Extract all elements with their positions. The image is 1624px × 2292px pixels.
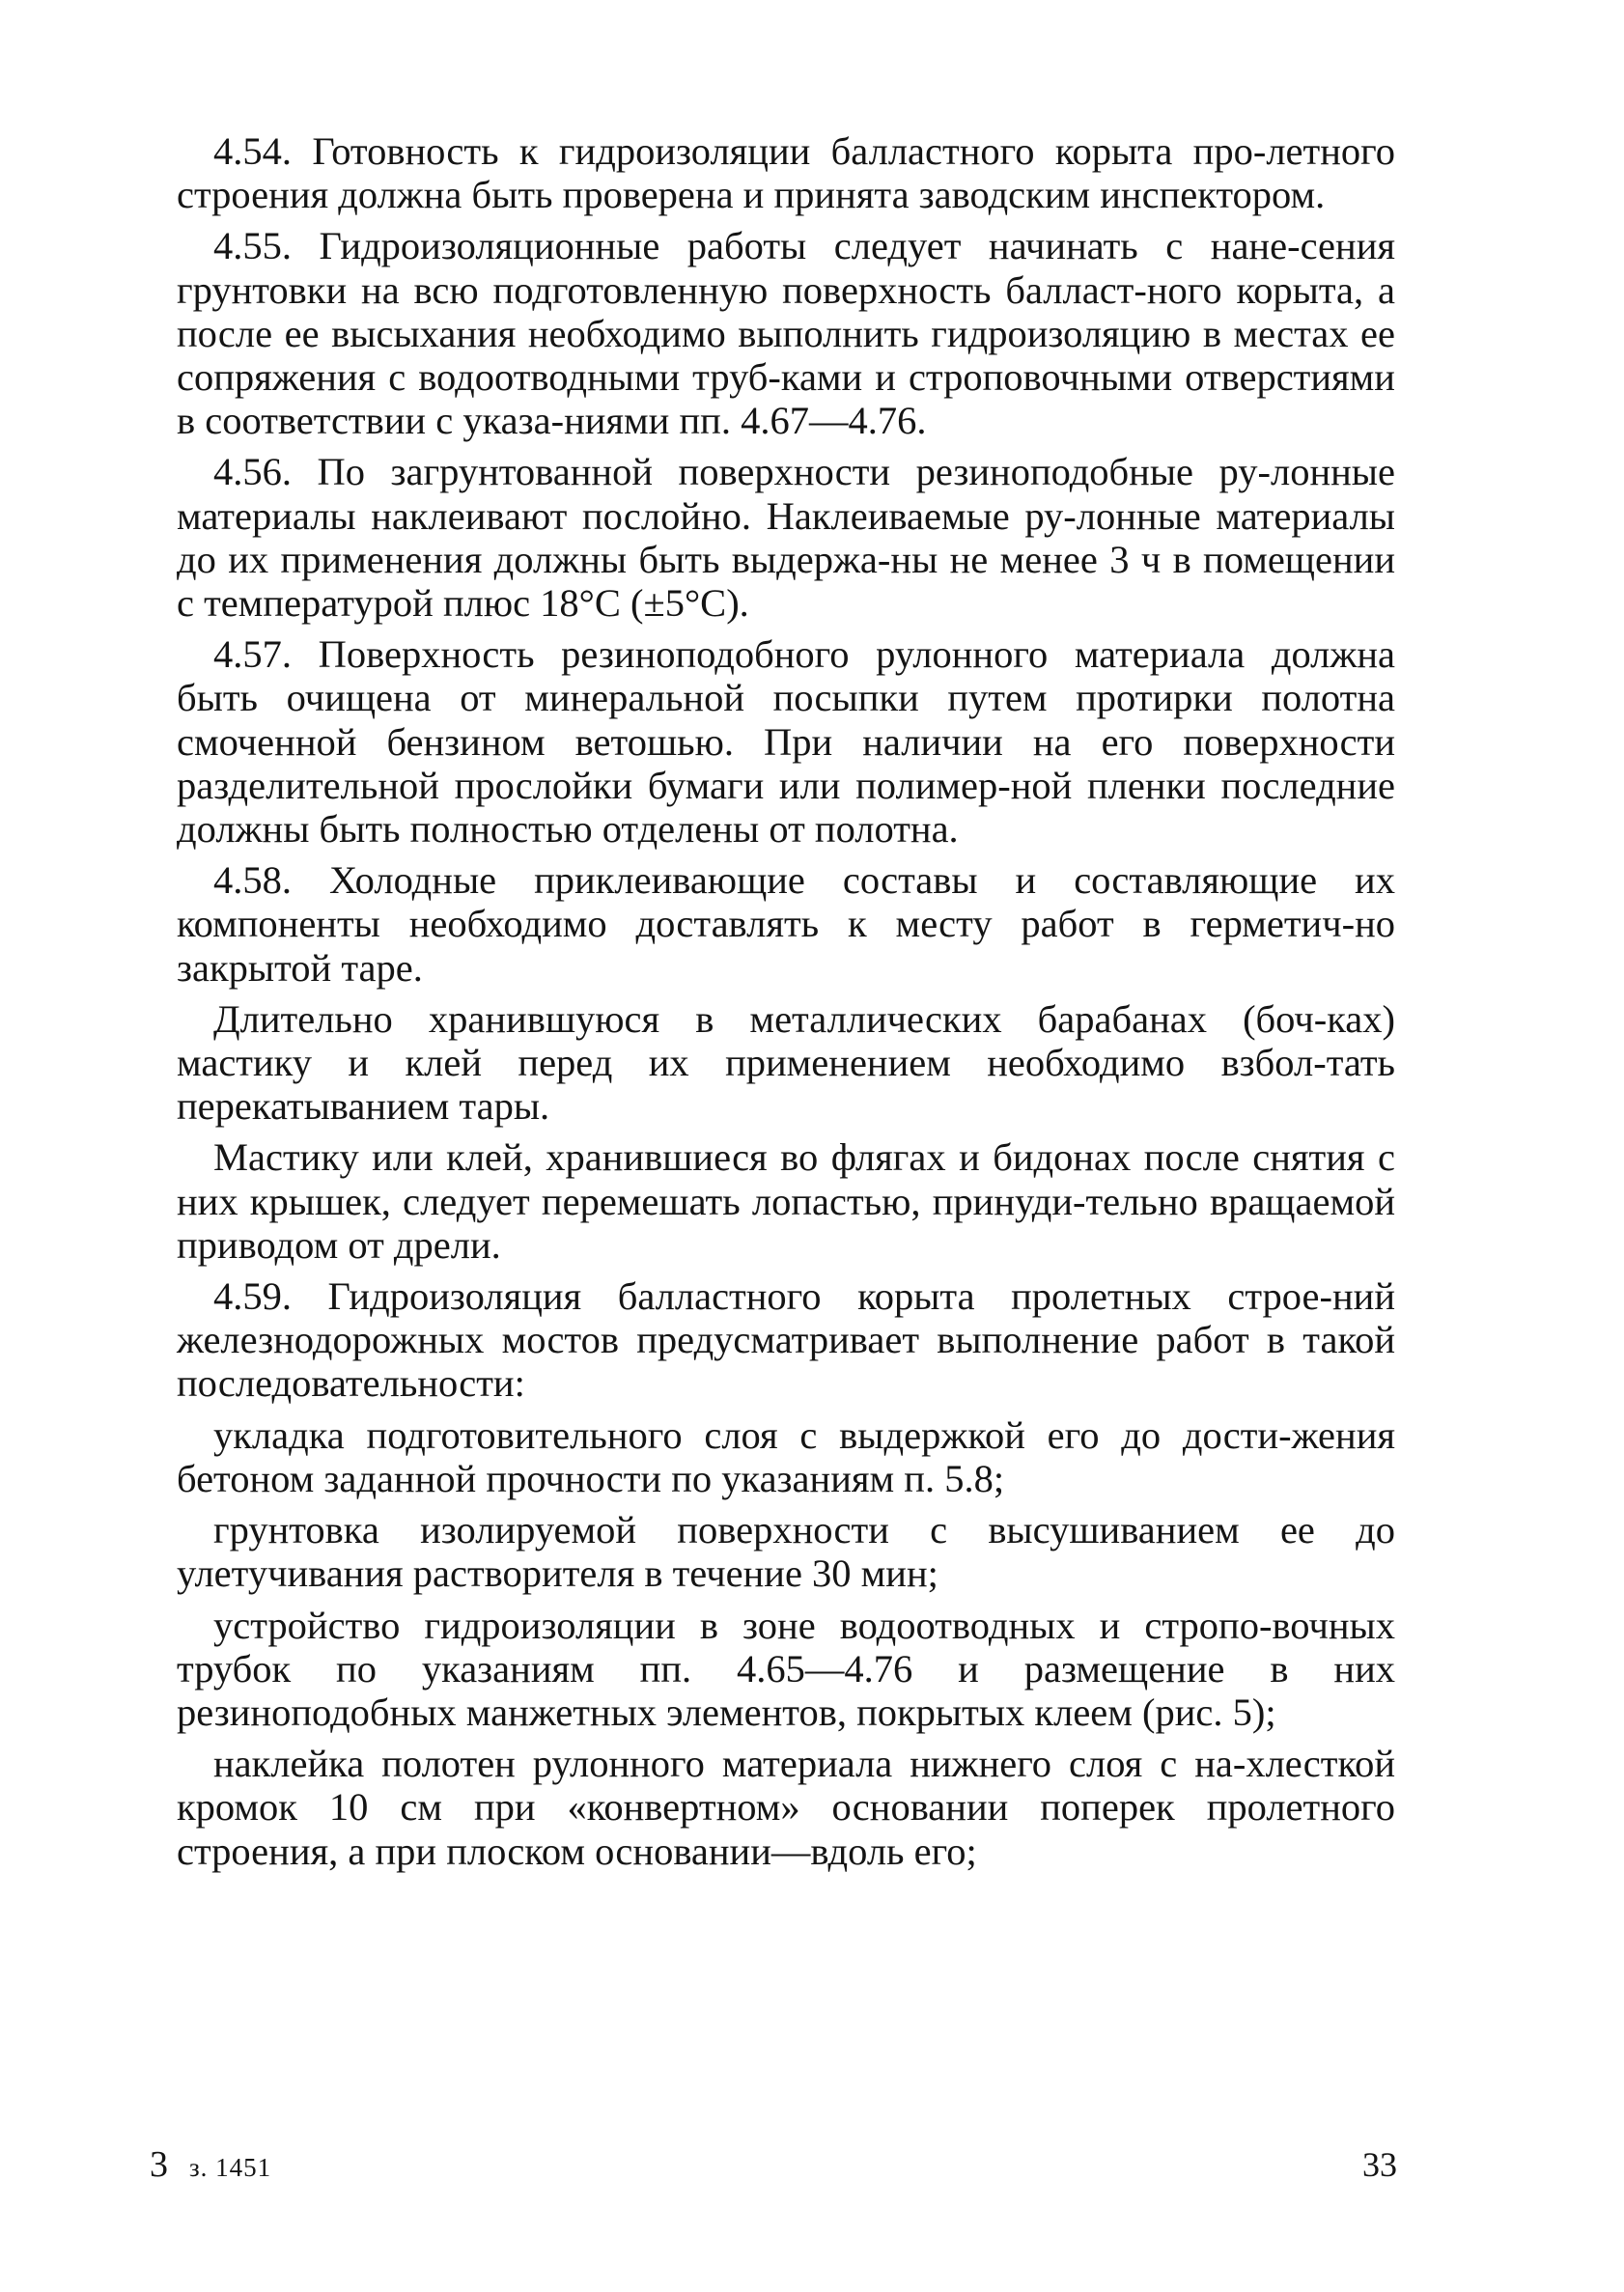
printer-signature: [150, 2143, 271, 2189]
page-number: 33: [1362, 2145, 1397, 2184]
signature-order: з. 1451: [189, 2153, 272, 2182]
list-item-drainage-zone: устройство гидроизоляции в зоне водоотводных и стропо-вочных трубок по указаниям пп. 4.65—4.76 и размещение в них резиноподобных манжетных элементов, покрытых клеем (рис. 5);: [177, 1603, 1395, 1734]
clause-4-57: 4.57. Поверхность резиноподобного рулонного материала должна быть очищена от минеральной посыпки путем протирки полотна смоченной бензином ветошью. При наличии на его поверхности разделительной прослойки бумаги или полимер-ной пленки последние должны быть полностью отделены от полотна.: [177, 632, 1395, 852]
paragraph-storage-flasks: Мастику или клей, хранившиеся во флягах и бидонах после снятия с них крышек, следует перемешать лопастью, принуди-тельно вращаемой приводом от дрели.: [177, 1135, 1395, 1267]
clause-4-56: 4.56. По загрунтованной поверхности резиноподобные ру-лонные материалы наклеивают послойно. Наклеиваемые ру-лонные материалы до их применения должны быть выдержа-ны не менее 3 ч в помещении с температурой плюс 18°С (±5°С).: [177, 450, 1395, 626]
signature-number: 3: [150, 2144, 168, 2185]
list-item-lower-layer: наклейка полотен рулонного материала нижнего слоя с на-хлесткой кромок 10 см при «конвертном» основании поперек пролетного строения, а при плоском основании—вдоль его;: [177, 1742, 1395, 1873]
paragraph-storage-drums: Длительно хранившуюся в металлических барабанах (боч-ках) мастику и клей перед их применением необходимо взбол-тать перекатыванием тары.: [177, 996, 1395, 1129]
list-item-priming: грунтовка изолируемой поверхности с высушиванием ее до улетучивания растворителя в течение 30 мин;: [177, 1508, 1395, 1596]
clause-4-58: 4.58. Холодные приклеивающие составы и составляющие их компоненты необходимо доставлять к месту работ в герметич-но закрытой таре.: [177, 858, 1395, 990]
clause-4-59: 4.59. Гидроизоляция балластного корыта пролетных строе-ний железнодорожных мостов предусматривает выполнение работ в такой последовательности:: [177, 1274, 1395, 1406]
clause-4-54: 4.54. Готовность к гидроизоляции балластного корыта про-летного строения должна быть проверена и принята заводским инспектором.: [177, 129, 1395, 217]
body-text: [177, 129, 1395, 1881]
clause-4-55: 4.55. Гидроизоляционные работы следует начинать с нане-сения грунтовки на всю подготовленную поверхность балласт-ного корыта, а после ее высыхания необходимо выполнить гидроизоляцию в местах ее сопряжения с водоотводными труб-ками и строповочными отверстиями в соответствии с указа-ниями пп. 4.67—4.76.: [177, 224, 1395, 443]
page-footer: [150, 2143, 1397, 2192]
list-item-preparatory-layer: укладка подготовительного слоя с выдержкой его до дости-жения бетоном заданной прочности по указаниям п. 5.8;: [177, 1412, 1395, 1500]
